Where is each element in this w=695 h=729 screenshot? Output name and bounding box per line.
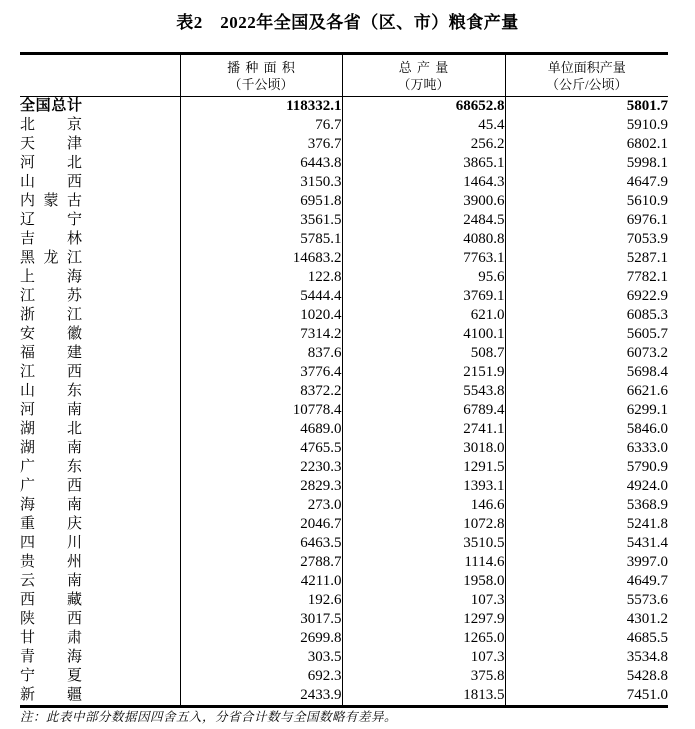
- province-name: 陕西: [20, 611, 82, 627]
- header-row: [20, 54, 668, 97]
- sown-area-cell: 6463.5: [180, 534, 342, 553]
- total-output-cell: 6789.4: [342, 401, 505, 420]
- province-cell: [20, 268, 180, 287]
- column-title: 总 产 量: [398, 59, 449, 75]
- table-row: [20, 116, 668, 135]
- province-name: 山东: [20, 383, 82, 399]
- yield-cell: 6299.1: [505, 401, 668, 420]
- province-name: 海南: [20, 497, 82, 513]
- sown-area-cell: 6951.8: [180, 192, 342, 211]
- province-name: 青海: [20, 649, 82, 665]
- sown-area-cell: 4689.0: [180, 420, 342, 439]
- province-name: 安徽: [20, 326, 82, 342]
- sown-area-cell: 76.7: [180, 116, 342, 135]
- yield-cell: 6802.1: [505, 135, 668, 154]
- province-name: 甘肃: [20, 630, 82, 646]
- yield-cell: 4301.2: [505, 610, 668, 629]
- yield-cell: 7451.0: [505, 686, 668, 707]
- col-header-total-output: [342, 54, 505, 97]
- column-title: 播 种 面 积: [227, 59, 295, 75]
- province-cell: [20, 306, 180, 325]
- total-output-cell: 1958.0: [342, 572, 505, 591]
- sown-area-cell: 2699.8: [180, 629, 342, 648]
- table-row: [20, 287, 668, 306]
- yield-cell: 5287.1: [505, 249, 668, 268]
- table-row: [20, 363, 668, 382]
- total-output-cell: 4080.8: [342, 230, 505, 249]
- province-cell: [20, 667, 180, 686]
- province-cell: [20, 496, 180, 515]
- province-name: 广西: [20, 478, 82, 494]
- sown-area-cell: 2433.9: [180, 686, 342, 707]
- table-row: [20, 458, 668, 477]
- province-cell: [20, 192, 180, 211]
- total-output-cell: 3510.5: [342, 534, 505, 553]
- table-row: [20, 667, 668, 686]
- total-output-cell: 621.0: [342, 306, 505, 325]
- province-cell: [20, 477, 180, 496]
- yield-cell: 3997.0: [505, 553, 668, 572]
- grain-production-table: [20, 52, 668, 708]
- province-name: 湖北: [20, 421, 82, 437]
- total-output-cell: 508.7: [342, 344, 505, 363]
- total-output-cell: 1114.6: [342, 553, 505, 572]
- province-name: 全国总计: [20, 98, 82, 114]
- col-header-sown-area: [180, 54, 342, 97]
- province-cell: [20, 458, 180, 477]
- total-output-cell: 146.6: [342, 496, 505, 515]
- table-row: [20, 420, 668, 439]
- table-row: [20, 591, 668, 610]
- yield-cell: 6976.1: [505, 211, 668, 230]
- province-cell: [20, 610, 180, 629]
- province-name: 河南: [20, 402, 82, 418]
- yield-cell: 6085.3: [505, 306, 668, 325]
- footnote: 注：此表中部分数据因四舍五入，分省合计数与全国数略有差异。: [20, 710, 398, 724]
- table-body: [20, 97, 668, 707]
- sown-area-cell: 3150.3: [180, 173, 342, 192]
- province-cell: [20, 382, 180, 401]
- table-row: [20, 230, 668, 249]
- total-output-cell: 107.3: [342, 648, 505, 667]
- yield-cell: 5698.4: [505, 363, 668, 382]
- province-name: 吉林: [20, 231, 82, 247]
- province-name: 贵州: [20, 554, 82, 570]
- sown-area-cell: 14683.2: [180, 249, 342, 268]
- sown-area-cell: 192.6: [180, 591, 342, 610]
- sown-area-cell: 6443.8: [180, 154, 342, 173]
- sown-area-cell: 303.5: [180, 648, 342, 667]
- total-output-cell: 1265.0: [342, 629, 505, 648]
- province-cell: [20, 553, 180, 572]
- total-output-cell: 68652.8: [342, 97, 505, 117]
- sown-area-cell: 692.3: [180, 667, 342, 686]
- yield-cell: 5573.6: [505, 591, 668, 610]
- sown-area-cell: 376.7: [180, 135, 342, 154]
- column-unit: （公斤/公顷）: [545, 76, 628, 92]
- yield-cell: 7053.9: [505, 230, 668, 249]
- province-name: 西藏: [20, 592, 82, 608]
- sown-area-cell: 122.8: [180, 268, 342, 287]
- province-cell: [20, 534, 180, 553]
- yield-cell: 6922.9: [505, 287, 668, 306]
- total-output-cell: 1464.3: [342, 173, 505, 192]
- province-cell: [20, 344, 180, 363]
- table-header: [20, 54, 668, 97]
- sown-area-cell: 4765.5: [180, 439, 342, 458]
- province-name: 重庆: [20, 516, 82, 532]
- province-cell: [20, 363, 180, 382]
- province-cell: [20, 116, 180, 135]
- total-output-cell: 2741.1: [342, 420, 505, 439]
- province-cell: [20, 648, 180, 667]
- table-title: 表2 2022年全国及各省（区、市）粮食产量: [176, 13, 519, 32]
- sown-area-cell: 1020.4: [180, 306, 342, 325]
- sown-area-cell: 3776.4: [180, 363, 342, 382]
- total-output-cell: 1291.5: [342, 458, 505, 477]
- sown-area-cell: 2046.7: [180, 515, 342, 534]
- sown-area-cell: 2788.7: [180, 553, 342, 572]
- province-cell: [20, 249, 180, 268]
- province-name: 四川: [20, 535, 82, 551]
- sown-area-cell: 5444.4: [180, 287, 342, 306]
- province-cell: [20, 154, 180, 173]
- province-cell: [20, 420, 180, 439]
- total-output-cell: 1297.9: [342, 610, 505, 629]
- yield-cell: 5431.4: [505, 534, 668, 553]
- province-cell: [20, 135, 180, 154]
- total-output-cell: 3769.1: [342, 287, 505, 306]
- province-name: 辽宁: [20, 212, 82, 228]
- table-row: [20, 401, 668, 420]
- yield-cell: 6621.6: [505, 382, 668, 401]
- yield-cell: 3534.8: [505, 648, 668, 667]
- sown-area-cell: 7314.2: [180, 325, 342, 344]
- table-row: [20, 268, 668, 287]
- province-name: 福建: [20, 345, 82, 361]
- sown-area-cell: 2829.3: [180, 477, 342, 496]
- province-cell: [20, 287, 180, 306]
- total-output-cell: 1813.5: [342, 686, 505, 707]
- table-row: [20, 572, 668, 591]
- sown-area-cell: 4211.0: [180, 572, 342, 591]
- yield-cell: 5610.9: [505, 192, 668, 211]
- yield-cell: 4647.9: [505, 173, 668, 192]
- table-row: [20, 648, 668, 667]
- province-cell: [20, 230, 180, 249]
- sown-area-cell: 837.6: [180, 344, 342, 363]
- table-row: [20, 306, 668, 325]
- province-cell: [20, 97, 180, 117]
- yield-cell: 6333.0: [505, 439, 668, 458]
- table-row: [20, 439, 668, 458]
- table-row: [20, 211, 668, 230]
- yield-cell: 6073.2: [505, 344, 668, 363]
- province-name: 江西: [20, 364, 82, 380]
- province-name: 上海: [20, 269, 82, 285]
- yield-cell: 7782.1: [505, 268, 668, 287]
- province-cell: [20, 173, 180, 192]
- table-row: [20, 629, 668, 648]
- province-name: 山西: [20, 174, 82, 190]
- sown-area-cell: 3017.5: [180, 610, 342, 629]
- province-cell: [20, 572, 180, 591]
- sown-area-cell: 8372.2: [180, 382, 342, 401]
- yield-cell: 5846.0: [505, 420, 668, 439]
- column-unit: （千公顷）: [228, 76, 294, 92]
- total-output-cell: 3865.1: [342, 154, 505, 173]
- province-cell: [20, 325, 180, 344]
- yield-cell: 5998.1: [505, 154, 668, 173]
- table-row: [20, 344, 668, 363]
- total-output-cell: 1072.8: [342, 515, 505, 534]
- province-name: 黑龙江: [20, 250, 82, 266]
- total-output-cell: 2151.9: [342, 363, 505, 382]
- province-name: 湖南: [20, 440, 82, 456]
- table-row: [20, 553, 668, 572]
- table-row: [20, 192, 668, 211]
- province-cell: [20, 515, 180, 534]
- total-output-cell: 3900.6: [342, 192, 505, 211]
- yield-cell: 5428.8: [505, 667, 668, 686]
- total-output-cell: 375.8: [342, 667, 505, 686]
- total-output-cell: 107.3: [342, 591, 505, 610]
- yield-cell: 5910.9: [505, 116, 668, 135]
- yield-cell: 5241.8: [505, 515, 668, 534]
- province-cell: [20, 629, 180, 648]
- province-name: 浙江: [20, 307, 82, 323]
- table-row: [20, 249, 668, 268]
- sown-area-cell: 2230.3: [180, 458, 342, 477]
- total-output-cell: 95.6: [342, 268, 505, 287]
- province-name: 新疆: [20, 687, 82, 703]
- yield-cell: 5790.9: [505, 458, 668, 477]
- table-row: [20, 154, 668, 173]
- province-cell: [20, 439, 180, 458]
- province-name: 河北: [20, 155, 82, 171]
- province-name: 宁夏: [20, 668, 82, 684]
- sown-area-cell: 3561.5: [180, 211, 342, 230]
- table-row: [20, 173, 668, 192]
- table-row: [20, 477, 668, 496]
- province-name: 广东: [20, 459, 82, 475]
- total-output-cell: 256.2: [342, 135, 505, 154]
- yield-cell: 5368.9: [505, 496, 668, 515]
- yield-cell: 5605.7: [505, 325, 668, 344]
- total-output-cell: 5543.8: [342, 382, 505, 401]
- yield-cell: 4649.7: [505, 572, 668, 591]
- province-cell: [20, 401, 180, 420]
- total-output-cell: 1393.1: [342, 477, 505, 496]
- sown-area-cell: 118332.1: [180, 97, 342, 117]
- table-row: [20, 496, 668, 515]
- province-cell: [20, 211, 180, 230]
- yield-cell: 4924.0: [505, 477, 668, 496]
- total-output-cell: 7763.1: [342, 249, 505, 268]
- province-name: 江苏: [20, 288, 82, 304]
- province-cell: [20, 686, 180, 707]
- yield-cell: 4685.5: [505, 629, 668, 648]
- col-header-yield: [505, 54, 668, 97]
- province-cell: [20, 591, 180, 610]
- table-row: [20, 382, 668, 401]
- province-name: 北京: [20, 117, 82, 133]
- table-row: [20, 135, 668, 154]
- total-output-cell: 45.4: [342, 116, 505, 135]
- column-title: 单位面积产量: [547, 59, 626, 75]
- yield-cell: 5801.7: [505, 97, 668, 117]
- province-name: 天津: [20, 136, 82, 152]
- total-row: [20, 97, 668, 117]
- table-row: [20, 686, 668, 707]
- total-output-cell: 4100.1: [342, 325, 505, 344]
- table-row: [20, 610, 668, 629]
- column-unit: （万吨）: [397, 76, 450, 92]
- table-row: [20, 534, 668, 553]
- sown-area-cell: 10778.4: [180, 401, 342, 420]
- table-row: [20, 515, 668, 534]
- table-row: [20, 325, 668, 344]
- province-name: 云南: [20, 573, 82, 589]
- sown-area-cell: 5785.1: [180, 230, 342, 249]
- corner-cell: [20, 54, 180, 97]
- total-output-cell: 3018.0: [342, 439, 505, 458]
- total-output-cell: 2484.5: [342, 211, 505, 230]
- sown-area-cell: 273.0: [180, 496, 342, 515]
- province-name: 内蒙古: [20, 193, 82, 209]
